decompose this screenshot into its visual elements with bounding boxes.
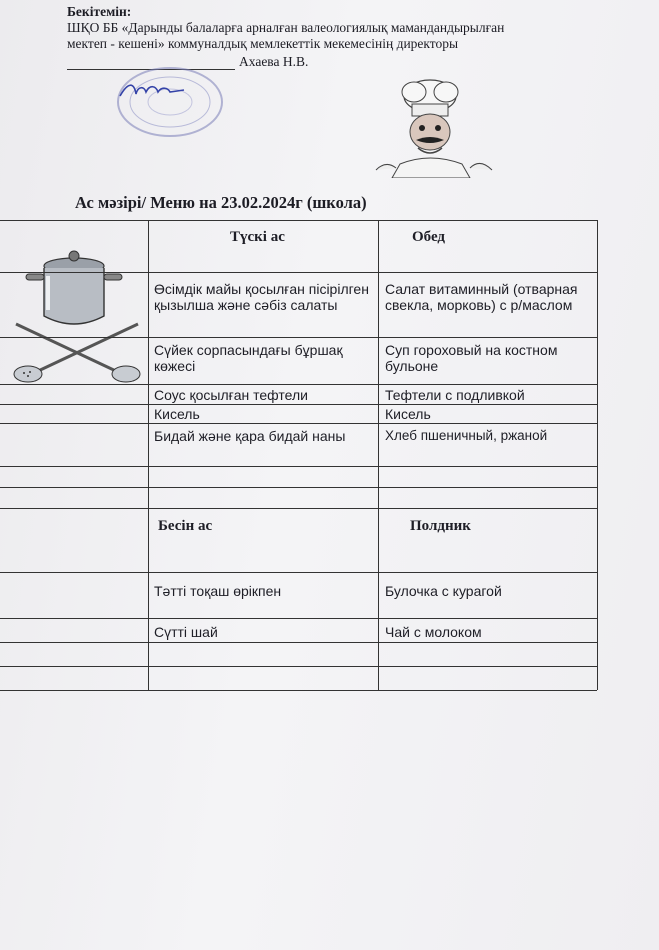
approval-block xyxy=(67,4,504,70)
cooking-pot-icon xyxy=(8,246,146,384)
snack-header-ru: Полдник xyxy=(410,518,471,534)
chef-icon xyxy=(370,74,500,178)
table-border xyxy=(0,337,597,338)
table-border xyxy=(0,487,597,488)
signature-icon xyxy=(118,80,188,102)
approval-line-1: ШҚО ББ «Дарынды балаларға арналған валеологиялық мамандандырылған xyxy=(67,20,505,35)
snack-item-ru: Чай с молоком xyxy=(385,624,482,640)
lunch-item-kz: Кисель xyxy=(154,406,200,422)
table-border xyxy=(0,272,597,273)
lunch-item-ru: Тефтели с подливкой xyxy=(385,387,525,403)
snack-item-ru: Булочка с курагой xyxy=(385,583,502,599)
table-border xyxy=(0,466,597,467)
approval-heading: Бекітемін: xyxy=(67,4,132,19)
table-border xyxy=(0,404,597,405)
table-border xyxy=(0,508,597,509)
table-border xyxy=(0,618,597,619)
snack-item-kz: Сүтті шай xyxy=(154,624,218,640)
lunch-header-kz: Түскі ас xyxy=(230,229,285,245)
lunch-item-ru: Хлеб пшеничный, ржаной xyxy=(385,428,548,443)
lunch-item-ru: Салат витаминный (отварная свекла, морковь) с р/маслом xyxy=(385,281,578,313)
page-title: Ас мәзірі/ Меню на 23.02.2024г (школа) xyxy=(75,193,367,212)
lunch-item-kz: Соус қосылған тефтели xyxy=(154,387,308,403)
table-border xyxy=(0,220,597,221)
lunch-item-ru: Кисель xyxy=(385,406,431,422)
table-border xyxy=(0,666,597,667)
snack-item-kz: Тәтті тоқаш өрікпен xyxy=(154,583,282,599)
stamp-icon xyxy=(110,66,260,138)
table-border xyxy=(597,220,598,690)
lunch-item-kz: Бидай және қара бидай наны xyxy=(154,428,346,444)
director-name: Ахаева Н.В. xyxy=(239,54,309,69)
table-border xyxy=(0,423,597,424)
lunch-header-ru: Обед xyxy=(412,229,446,245)
approval-line-2: мектеп - кешені» коммуналдық мемлекеттік мекемесінің директоры xyxy=(67,36,459,51)
table-border xyxy=(0,572,597,573)
lunch-item-kz: Өсімдік майы қосылған пісірілген қызылша және сәбіз салаты xyxy=(154,281,369,313)
lunch-item-ru: Суп гороховый на костном бульоне xyxy=(385,342,558,374)
table-border xyxy=(0,690,597,691)
table-border xyxy=(378,220,379,690)
table-border xyxy=(0,384,597,385)
snack-header-kz: Бесін ас xyxy=(158,518,213,534)
table-border xyxy=(0,642,597,643)
lunch-item-kz: Сүйек сорпасындағы бұршақ көжесі xyxy=(154,342,343,374)
table-border xyxy=(148,220,149,690)
